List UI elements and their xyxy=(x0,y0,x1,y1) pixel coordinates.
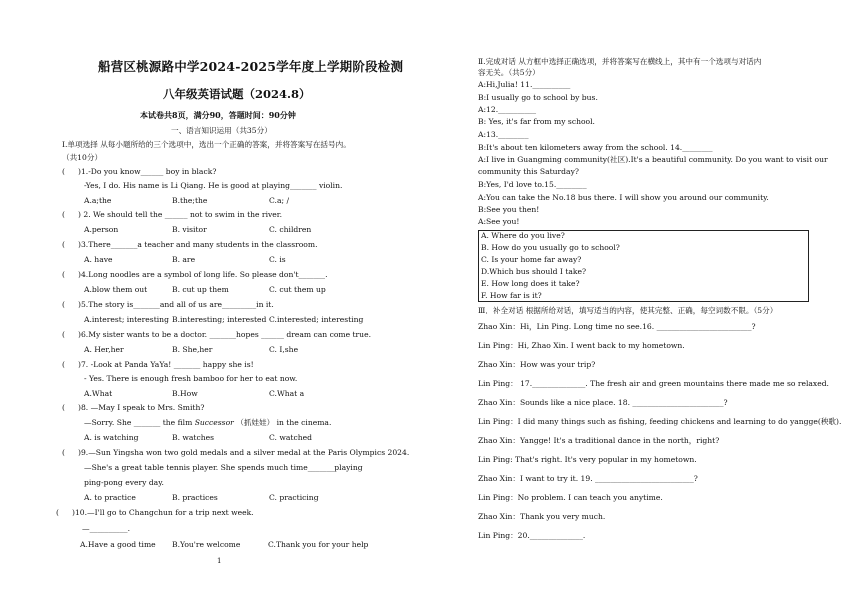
option-b: B. practices xyxy=(172,493,218,502)
dialog-line: A:13.________ xyxy=(478,130,529,139)
box-option-e: E. How long does it take? xyxy=(481,279,580,288)
option-a: A.interest; interesting xyxy=(84,315,169,324)
answer-paren: ( xyxy=(62,330,65,339)
question-1: )1.-Do you know______ boy in black? xyxy=(78,167,217,176)
question-9: )9.—Sun Yingsha won two gold medals and a silver medal at the Paris Olympics 2024. xyxy=(78,448,410,457)
part-two-intro-2: 容无关。（共5分） xyxy=(478,68,540,77)
dialog2-line: Zhao Xin：I want to try it. 19. __________________________? xyxy=(478,474,698,483)
option-a: A.a;the xyxy=(84,196,112,205)
option-b: B. are xyxy=(172,255,196,264)
dialog2-line: Zhao Xin：Thank you very much. xyxy=(478,512,606,521)
dialog-line: A:Hi,Julia! 11.__________ xyxy=(478,80,571,89)
dialog2-line: Lin Ping：No problem. I can teach you anytime. xyxy=(478,493,663,502)
option-c: C. practicing xyxy=(269,493,319,502)
question-3: )3.There_______a teacher and many students in the classroom. xyxy=(78,240,318,249)
option-a: A. have xyxy=(84,255,113,264)
part-two-intro: Ⅱ.完成对话 从方框中选择正确选项，并将答案写在横线上，其中有一个选项与对话内 xyxy=(478,57,762,66)
dialog2-line: Zhao Xin：Sounds like a nice place. 18. ________________________? xyxy=(478,398,728,407)
box-option-c: C. Is your home far away? xyxy=(481,255,582,264)
exam-subtitle: 八年级英语试题（2024.8） xyxy=(163,87,311,101)
option-a: A.Have a good time xyxy=(80,540,156,549)
part-one-intro: Ⅰ.单项选择 从每小题所给的三个选项中，选出一个正确的答案，并将答案写在括号内。 xyxy=(62,140,351,149)
box-option-a: A. Where do you live? xyxy=(481,231,565,240)
question-4: )4.Long noodles are a symbol of long life. So please don't_______. xyxy=(78,270,328,279)
box-option-d: D.Which bus should I take? xyxy=(481,267,587,276)
option-a: A. is watching xyxy=(84,433,139,442)
dialog2-line: Lin Ping：Hi, Zhao Xin. I went back to my hometown. xyxy=(478,341,685,350)
question-8: )8. —May I speak to Mrs. Smith? xyxy=(78,403,205,412)
option-c: C.What a xyxy=(269,389,305,398)
dialog-line: B:It's about ten kilometers away from the school. 14.________ xyxy=(478,143,713,152)
answer-paren: ( xyxy=(62,403,65,412)
answer-paren: ( xyxy=(62,448,65,457)
answer-paren: ( xyxy=(62,300,65,309)
dialog2-line: Zhao Xin：How was your trip? xyxy=(478,360,596,369)
option-c: C. cut them up xyxy=(269,285,326,294)
dialog2-line: Lin Ping： 17.______________. The fresh air and green mountains there made me so relaxed. xyxy=(478,379,829,388)
answer-paren: ( xyxy=(62,360,65,369)
question-10: )10.—I'll go to Changchun for a trip next week. xyxy=(72,508,254,517)
option-b: B. visitor xyxy=(172,225,207,234)
dialog-line: B:Yes, I'd love to.15.________ xyxy=(478,180,587,189)
page-number: 1 xyxy=(217,557,222,565)
dialog2-line: Zhao Xin：Yangge! It's a traditional dance in the north，right? xyxy=(478,436,720,445)
option-b: B. watches xyxy=(172,433,215,442)
question-8-text-end: （抓娃娃） in the cinema. xyxy=(233,418,332,427)
question-10-line2: —__________. xyxy=(82,524,130,533)
film-title: Successor xyxy=(194,418,234,427)
exam-title: 船营区桃源路中学2024-2025学年度上学期阶段检测 xyxy=(98,59,404,74)
exam-info: 本试卷共8页，满分90，答题时间：90分钟 xyxy=(140,110,296,120)
answer-paren: ( xyxy=(62,240,65,249)
dialog-line: A:See you! xyxy=(478,217,520,226)
box-option-f: F. How far is it? xyxy=(481,291,542,300)
dialog-line: A:You can take the No.18 bus there. I will show you around our community. xyxy=(478,193,769,202)
option-b: B. cut up them xyxy=(172,285,229,294)
question-1-line2: -Yes, I do. His name is Li Qiang. He is good at playing_______ violin. xyxy=(84,181,343,190)
option-a: A.blow them out xyxy=(84,285,148,294)
option-c: C.Thank you for your help xyxy=(268,540,369,549)
option-b: B.You're welcome xyxy=(172,540,241,549)
option-b: B.interesting; interested xyxy=(172,315,267,324)
dialog-line: A:I live in Guangming community(社区).It's a beautiful community. Do you want to visit our xyxy=(478,155,828,164)
dialog2-line: Lin Ping：20.______________. xyxy=(478,531,586,540)
option-c: C. watched xyxy=(269,433,312,442)
question-7-line2: - Yes. There is enough fresh bamboo for her to eat now. xyxy=(84,374,298,383)
option-a: A.What xyxy=(84,389,113,398)
box-option-b: B. How do you usually go to school? xyxy=(481,243,620,252)
part-three-intro: Ⅲ．补全对话 根据所给对话，填写适当的内容，使其完整、正确，每空词数不限。（5分） xyxy=(478,306,778,315)
question-9-line3: ping-pong every day. xyxy=(84,478,164,487)
option-c: C. is xyxy=(269,255,286,264)
option-b: B.How xyxy=(172,389,198,398)
option-c: C.interested; interesting xyxy=(269,315,364,324)
option-a: A. Her,her xyxy=(84,345,124,354)
option-b: B. She,her xyxy=(172,345,213,354)
question-6: )6.My sister wants to be a doctor. _______hopes ______ dream can come true. xyxy=(78,330,371,339)
option-c: C. children xyxy=(269,225,312,234)
dialog-line: B: Yes, it's far from my school. xyxy=(478,117,595,126)
dialog2-line: Zhao Xin：Hi，Lin Ping. Long time no see.16. _________________________? xyxy=(478,322,756,331)
question-2: ) 2. We should tell the ______ not to swim in the river. xyxy=(78,210,282,219)
option-c: C. I,she xyxy=(269,345,299,354)
dialog2-line: Lin Ping: That's right. It's very popular in my hometown. xyxy=(478,455,697,464)
dialog2-line: Lin Ping：I did many things such as fishing, feeding chickens and learning to do yangge(秧歌). xyxy=(478,417,842,426)
option-a: A.person xyxy=(84,225,119,234)
dialog-line: A:12.__________ xyxy=(478,105,537,114)
question-8-text: —Sorry. She _______ the film xyxy=(84,418,195,427)
answer-paren: ( xyxy=(62,167,65,176)
part-one-score: （共10分） xyxy=(62,153,103,162)
options-box xyxy=(478,230,809,302)
answer-paren: ( xyxy=(62,210,65,219)
answer-paren: ( xyxy=(62,270,65,279)
dialog-line: community this Saturday? xyxy=(478,167,579,176)
dialog-line: B:See you then! xyxy=(478,205,540,214)
question-8-line2 xyxy=(84,418,331,428)
option-a: A. to practice xyxy=(84,493,136,502)
section-one-heading: 一、语言知识运用（共35分） xyxy=(171,126,272,135)
question-5: )5.The story is_______and all of us are_________in it. xyxy=(78,300,274,309)
question-7: )7. -Look at Panda YaYa! _______ happy she is! xyxy=(78,360,254,369)
dialog-line: B:I usually go to school by bus. xyxy=(478,93,598,102)
question-9-line2: —She's a great table tennis player. She spends much time_______playing xyxy=(84,463,363,472)
answer-paren: ( xyxy=(56,508,59,517)
option-b: B.the;the xyxy=(172,196,208,205)
option-c: C.a; / xyxy=(269,196,290,205)
